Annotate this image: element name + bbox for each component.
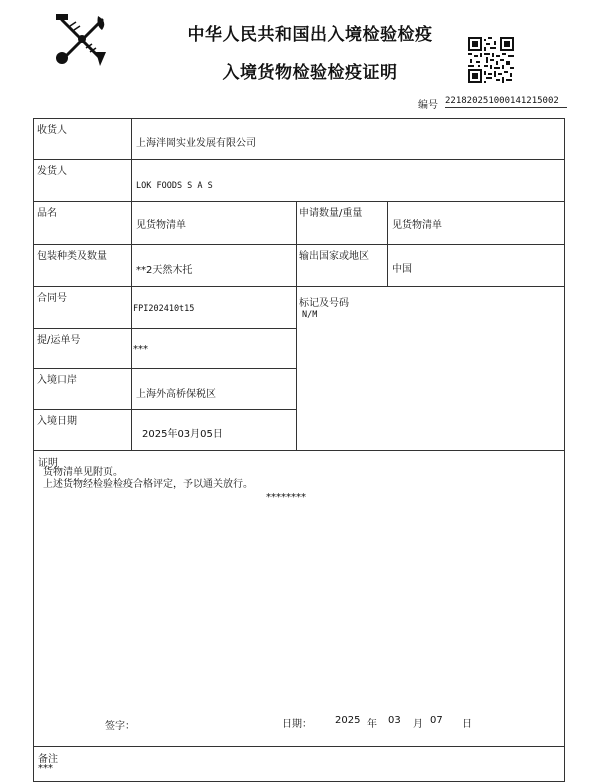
contract-label: 合同号: [37, 293, 67, 304]
goods-label: 品名: [37, 208, 57, 219]
cert-no-label: 编号: [418, 100, 438, 111]
entry-date-value: 2025年03月05日: [142, 429, 223, 440]
sign-date-year: 2025: [335, 715, 361, 726]
qr-code-icon: [468, 37, 514, 83]
remarks-value: ***: [38, 763, 53, 774]
consignee-value: 上海泮岡实业发展有限公司: [136, 138, 256, 149]
certificate-label: 证明: [38, 458, 58, 469]
consignee-label: 收货人: [37, 125, 67, 136]
sign-date-year-unit: 年: [367, 719, 377, 730]
sign-date-day: 07: [430, 715, 443, 726]
consignor-value: LOK FOODS S A S: [136, 181, 213, 191]
origin-label: 输出国家或地区: [299, 251, 369, 262]
contract-value: FPI202410t15: [133, 304, 195, 314]
customs-emblem-icon: [52, 12, 114, 70]
goods-value: 见货物清单: [136, 220, 186, 231]
remarks-label: 备注: [38, 754, 58, 765]
port-label: 入境口岸: [37, 375, 77, 386]
entry-date-label: 入境日期: [37, 416, 77, 427]
packaging-value: **2天然木托: [136, 265, 193, 276]
sign-date-month-unit: 月: [413, 719, 423, 730]
certificate-stars: ********: [266, 492, 306, 503]
certificate-line-2: 上述货物经检验检疫合格评定，予以通关放行。: [43, 479, 253, 490]
sign-date-label: 日期：: [282, 719, 312, 730]
signature-label: 签字：: [105, 721, 135, 732]
origin-value: 中国: [392, 264, 412, 275]
marks-label: 标记及号码: [299, 298, 349, 309]
cert-no-value: 22182025100014121500​2: [445, 96, 567, 108]
sign-date-month: 03: [388, 715, 401, 726]
quantity-label: 申请数量/重量: [299, 208, 363, 219]
marks-value: N/M: [302, 310, 318, 320]
bl-label: 提/运单号: [37, 335, 81, 346]
quantity-value: 见货物清单: [392, 220, 442, 231]
document-title: 中华人民共和国出入境检验检疫: [187, 25, 433, 45]
sign-date-day-unit: 日: [462, 719, 472, 730]
packaging-label: 包装种类及数量: [37, 251, 107, 262]
certificate-form: [33, 118, 565, 782]
document-subtitle: 入境货物检验检疫证明: [222, 63, 398, 83]
certificate-line-1: 货物清单见附页。: [43, 467, 123, 478]
port-value: 上海外高桥保税区: [136, 389, 216, 400]
bl-value: ***: [133, 344, 148, 355]
consignor-label: 发货人: [37, 166, 67, 177]
